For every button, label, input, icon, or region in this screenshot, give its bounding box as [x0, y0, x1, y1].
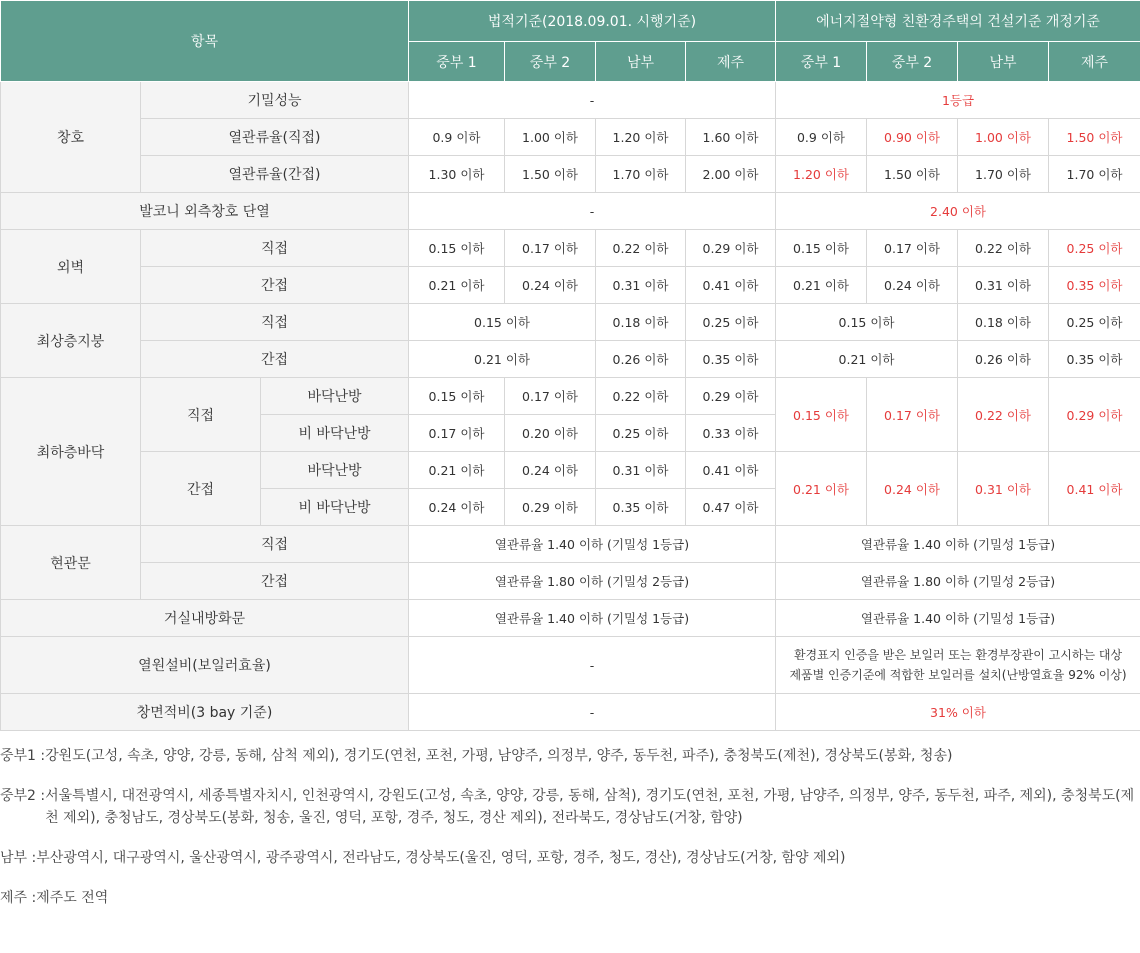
energy-value: 열관류율 1.40 이하 (기밀성 1등급) [776, 526, 1140, 563]
energy-value: 1.70 이하 [1049, 156, 1140, 193]
region-note-key: 중부2 : [0, 788, 46, 804]
row-label: 직접 [141, 526, 409, 563]
table-row [1, 452, 1140, 489]
legal-value: 0.17 이하 [409, 415, 505, 452]
legal-value: 0.29 이하 [686, 378, 776, 415]
energy-value: 0.15 이하 [776, 304, 958, 341]
energy-value: 1.50 이하 [867, 156, 958, 193]
legal-value: 0.15 이하 [409, 230, 505, 267]
energy-value: 0.41 이하 [1049, 452, 1140, 526]
header-item: 항목 [1, 1, 409, 82]
region-note-text: 강원도(고성, 속초, 양양, 강릉, 동해, 삼척 제외), 경기도(연천, 포천, 가평, 남양주, 의정부, 양주, 동두천, 파주), 충청북도(제천), 경상북도(봉화, 청송) [45, 748, 953, 764]
energy-value: 0.21 이하 [776, 452, 867, 526]
energy-value [776, 637, 1140, 694]
legal-value: 2.00 이하 [686, 156, 776, 193]
table-row [1, 230, 1140, 267]
legal-value: 0.25 이하 [686, 304, 776, 341]
category-entrance: 현관문 [1, 526, 141, 600]
energy-value: 0.21 이하 [776, 341, 958, 378]
energy-value: 0.18 이하 [958, 304, 1049, 341]
energy-value: 0.22 이하 [958, 230, 1049, 267]
category-wall: 외벽 [1, 230, 141, 304]
energy-value: 0.31 이하 [958, 267, 1049, 304]
header-region: 남부 [596, 42, 686, 82]
legal-value: 0.22 이하 [596, 378, 686, 415]
row-label: 열관류율(직접) [141, 119, 409, 156]
table-row [1, 119, 1140, 156]
legal-value: 1.30 이하 [409, 156, 505, 193]
region-note-key: 중부1 : [0, 748, 46, 764]
row-sublabel: 비 바닥난방 [261, 489, 409, 526]
row-label: 창면적비(3 bay 기준) [1, 694, 409, 731]
row-label: 간접 [141, 452, 261, 526]
energy-value: 0.25 이하 [1049, 304, 1140, 341]
legal-value: 0.33 이하 [686, 415, 776, 452]
region-note-text: 부산광역시, 대구광역시, 울산광역시, 광주광역시, 전라남도, 경상북도(울진, 영덕, 포항, 경주, 청도, 경산), 경상남도(거창, 함양 제외) [36, 850, 846, 866]
legal-value: 0.35 이하 [686, 341, 776, 378]
row-label: 거실내방화문 [1, 600, 409, 637]
table-row [1, 637, 1140, 694]
legal-value: 열관류율 1.40 이하 (기밀성 1등급) [409, 600, 776, 637]
region-note [0, 745, 1140, 767]
row-label: 열관류율(간접) [141, 156, 409, 193]
row-label: 직접 [141, 304, 409, 341]
region-note-text: 제주도 전역 [36, 890, 109, 906]
energy-value: 0.24 이하 [867, 452, 958, 526]
table-row [1, 600, 1140, 637]
energy-value: 0.15 이하 [776, 230, 867, 267]
energy-value: 0.35 이하 [1049, 341, 1140, 378]
legal-value: 0.47 이하 [686, 489, 776, 526]
region-note-text: 서울특별시, 대전광역시, 세종특별자치시, 인천광역시, 강원도(고성, 속초, 양양, 강릉, 동해, 삼척), 경기도(연천, 포천, 가평, 남양주, 의정부, 양주, 동두천, 파주, 제외), 충청북도(제천 제외), 충청남도, 경상북도(봉화, 청송, 울진, 영덕, 포항, 경주, 청도, 경산 제외), 전라북도, 경상남도(거창, 함양) [45, 788, 1135, 826]
legal-value: 1.70 이하 [596, 156, 686, 193]
header-region: 중부 1 [409, 42, 505, 82]
row-sublabel: 비 바닥난방 [261, 415, 409, 452]
energy-value: 31% 이하 [776, 694, 1140, 731]
energy-value: 열관류율 1.80 이하 (기밀성 2등급) [776, 563, 1140, 600]
category-roof: 최상층지붕 [1, 304, 141, 378]
legal-value: 0.24 이하 [505, 452, 596, 489]
energy-value: 1.20 이하 [776, 156, 867, 193]
legal-value: 0.17 이하 [505, 378, 596, 415]
category-floor: 최하층바닥 [1, 378, 141, 526]
energy-value: 0.25 이하 [1049, 230, 1140, 267]
energy-value: 0.15 이하 [776, 378, 867, 452]
energy-value: 1.50 이하 [1049, 119, 1140, 156]
legal-value: 1.50 이하 [505, 156, 596, 193]
legal-value: 0.18 이하 [596, 304, 686, 341]
legal-value: 0.20 이하 [505, 415, 596, 452]
legal-value: 0.41 이하 [686, 267, 776, 304]
legal-value: 0.29 이하 [505, 489, 596, 526]
energy-value: 0.9 이하 [776, 119, 867, 156]
legal-value: 0.24 이하 [505, 267, 596, 304]
header-region: 중부 1 [776, 42, 867, 82]
legal-value: - [409, 694, 776, 731]
row-sublabel: 바닥난방 [261, 378, 409, 415]
category-window: 창호 [1, 82, 141, 193]
energy-value: 1.00 이하 [958, 119, 1049, 156]
legal-value: 0.9 이하 [409, 119, 505, 156]
table-row [1, 341, 1140, 378]
energy-value: 1등급 [776, 82, 1140, 119]
legal-value: 0.22 이하 [596, 230, 686, 267]
legal-value: 1.20 이하 [596, 119, 686, 156]
row-label: 발코니 외측창호 단열 [1, 193, 409, 230]
energy-value: 0.90 이하 [867, 119, 958, 156]
legal-value: 0.35 이하 [596, 489, 686, 526]
boiler-note-line: 환경표지 인증을 받은 보일러 또는 환경부장관이 고시하는 대상 [793, 648, 1123, 662]
header-region: 남부 [958, 42, 1049, 82]
table-row [1, 563, 1140, 600]
row-label: 간접 [141, 267, 409, 304]
energy-value: 1.70 이하 [958, 156, 1049, 193]
row-label: 직접 [141, 378, 261, 452]
region-note-key: 남부 : [0, 850, 37, 866]
boiler-note-line: 제품별 인증기준에 적합한 보일러를 설치(난방열효율 92% 이상) [789, 668, 1127, 682]
energy-value: 0.35 이하 [1049, 267, 1140, 304]
legal-value: 0.24 이하 [409, 489, 505, 526]
legal-value: 1.60 이하 [686, 119, 776, 156]
table-row [1, 378, 1140, 415]
legal-value: 0.26 이하 [596, 341, 686, 378]
energy-value: 열관류율 1.40 이하 (기밀성 1등급) [776, 600, 1140, 637]
header-region: 중부 2 [505, 42, 596, 82]
region-notes [0, 745, 1140, 909]
table-row [1, 694, 1140, 731]
header-legal-group: 법적기준(2018.09.01. 시행기준) [409, 1, 776, 42]
header-region: 제주 [1049, 42, 1140, 82]
energy-value: 0.17 이하 [867, 378, 958, 452]
row-label: 열원설비(보일러효율) [1, 637, 409, 694]
energy-value: 0.17 이하 [867, 230, 958, 267]
legal-value: 0.31 이하 [596, 267, 686, 304]
row-label: 기밀성능 [141, 82, 409, 119]
header-region: 중부 2 [867, 42, 958, 82]
energy-value: 0.21 이하 [776, 267, 867, 304]
legal-value: 0.17 이하 [505, 230, 596, 267]
energy-value: 0.26 이하 [958, 341, 1049, 378]
table-row [1, 304, 1140, 341]
legal-value: - [409, 82, 776, 119]
table-row [1, 193, 1140, 230]
row-label: 직접 [141, 230, 409, 267]
header-region: 제주 [686, 42, 776, 82]
legal-value: 0.31 이하 [596, 452, 686, 489]
energy-value: 0.22 이하 [958, 378, 1049, 452]
table-row [1, 526, 1140, 563]
energy-value: 0.24 이하 [867, 267, 958, 304]
region-note [0, 785, 1140, 829]
legal-value: - [409, 637, 776, 694]
header-energy-group: 에너지절약형 친환경주택의 건설기준 개정기준 [776, 1, 1140, 42]
legal-value: 0.15 이하 [409, 304, 596, 341]
legal-value: 0.21 이하 [409, 452, 505, 489]
legal-value: 0.25 이하 [596, 415, 686, 452]
legal-value: 0.21 이하 [409, 341, 596, 378]
table-row [1, 156, 1140, 193]
region-note [0, 887, 1140, 909]
table-row [1, 82, 1140, 119]
energy-value: 0.29 이하 [1049, 378, 1140, 452]
legal-value: 0.15 이하 [409, 378, 505, 415]
legal-value: 1.00 이하 [505, 119, 596, 156]
energy-value: 0.31 이하 [958, 452, 1049, 526]
region-note-key: 제주 : [0, 890, 37, 906]
row-sublabel: 바닥난방 [261, 452, 409, 489]
row-label: 간접 [141, 341, 409, 378]
legal-value: 0.29 이하 [686, 230, 776, 267]
row-label: 간접 [141, 563, 409, 600]
legal-value: 0.41 이하 [686, 452, 776, 489]
region-note [0, 847, 1140, 869]
legal-value: - [409, 193, 776, 230]
legal-value: 열관류율 1.40 이하 (기밀성 1등급) [409, 526, 776, 563]
legal-value: 0.21 이하 [409, 267, 505, 304]
energy-value: 2.40 이하 [776, 193, 1140, 230]
legal-value: 열관류율 1.80 이하 (기밀성 2등급) [409, 563, 776, 600]
table-row [1, 267, 1140, 304]
